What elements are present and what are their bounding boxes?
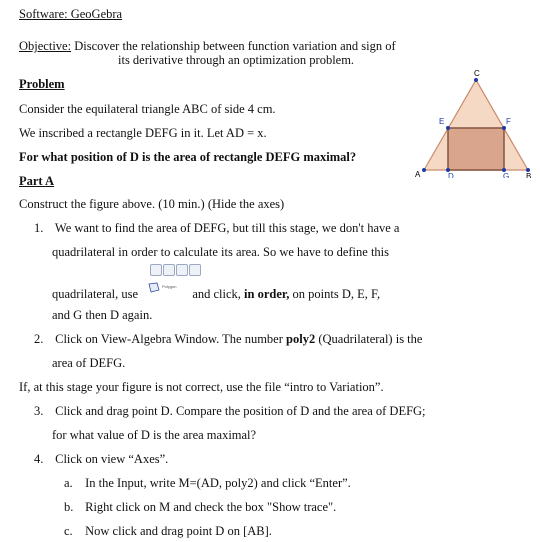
item-4b-text: Right click on M and check the box "Show trace". — [85, 500, 337, 514]
item-1-line-1 — [34, 220, 399, 236]
label-f: F — [506, 117, 511, 126]
label-c: C — [474, 69, 480, 78]
item-1-text-2: quadrilateral in order to calculate its area. So we have to define this — [52, 245, 390, 259]
item-4c-text: Now click and drag point D on [AB]. — [85, 524, 272, 538]
item-1-text-1: We want to find the area of DEFG, but till this stage, we don't have a — [54, 221, 400, 235]
label-g: G — [503, 172, 510, 178]
item-1-text-3b: and click, — [192, 287, 241, 301]
label-b: B — [526, 172, 532, 178]
item-2-text-1c: (Quadrilateral) is the — [318, 332, 423, 346]
polygon-icon-label: Polygon — [162, 284, 177, 290]
item-1-text-3a: quadrilateral, use — [52, 287, 139, 301]
item-3-text-2: for what value of D is the area maximal? — [52, 428, 257, 442]
item-4a-text: In the Input, write M=(AD, poly2) and click “Enter”. — [85, 476, 351, 490]
point-e — [446, 126, 450, 130]
parta-heading: Part A — [19, 174, 55, 188]
item-4-text-1: Click on view “Axes”. — [55, 452, 169, 466]
item-4a-number: a. — [64, 476, 73, 490]
problem-question: For what position of D is the area of rectangle DEFG maximal? — [19, 150, 357, 164]
point-tool-icon — [163, 264, 175, 276]
item-2-text-2: area of DEFG. — [52, 356, 126, 370]
line-tool-icon — [189, 264, 201, 276]
item-2-number: 2. — [34, 332, 44, 346]
item-4-line-1 — [34, 451, 168, 467]
point-f — [502, 126, 506, 130]
objective-text: Discover the relationship between function variation and sign of — [74, 39, 396, 53]
item-2-line-1 — [34, 331, 422, 347]
item-2-text-1a: Click on View-Algebra Window. The number — [55, 332, 283, 346]
item-3-line-1 — [34, 403, 426, 419]
objective-label: Objective: — [19, 39, 72, 53]
item-1-number: 1. — [34, 221, 44, 235]
circle-tool-icon — [176, 264, 188, 276]
software-title: Software: GeoGebra — [19, 7, 123, 21]
move-tool-icon — [150, 264, 162, 276]
toolbar-icons — [150, 264, 206, 276]
label-a: A — [415, 170, 421, 178]
item-1-text-4: and G then D again. — [52, 308, 153, 322]
label-d: D — [448, 172, 454, 178]
problem-line-1: Consider the equilateral triangle ABC of side 4 cm. — [19, 102, 276, 116]
point-c — [474, 78, 478, 82]
note-line: If, at this stage your figure is not correct, use the file “intro to Variation”. — [19, 380, 384, 394]
item-4-number: 4. — [34, 452, 44, 466]
polygon-tool-icon — [145, 284, 185, 302]
item-4b — [64, 499, 336, 515]
rectangle-defg — [448, 128, 504, 170]
item-3-number: 3. — [34, 404, 44, 418]
item-1-text-3d: on points D, E, F, — [292, 287, 381, 301]
item-4b-number: b. — [64, 500, 74, 514]
objective-text-2: its derivative through an optimization problem. — [118, 53, 355, 67]
item-1-text-3c: in order, — [244, 287, 290, 301]
item-4c-number: c. — [64, 524, 73, 538]
parta-intro: Construct the figure above. (10 min.) (Hide the axes) — [19, 197, 285, 211]
item-1-line-3 — [52, 286, 380, 302]
item-4c — [64, 523, 272, 539]
point-a — [422, 168, 426, 172]
item-4a — [64, 475, 351, 491]
item-3-text-1: Click and drag point D. Compare the position of D and the area of DEFG; — [55, 404, 426, 418]
problem-heading: Problem — [19, 77, 65, 91]
label-e: E — [439, 117, 445, 126]
problem-line-2: We inscribed a rectangle DEFG in it. Let AD = x. — [19, 126, 267, 140]
item-2-text-1b: poly2 — [286, 332, 316, 346]
triangle-figure — [412, 68, 532, 178]
